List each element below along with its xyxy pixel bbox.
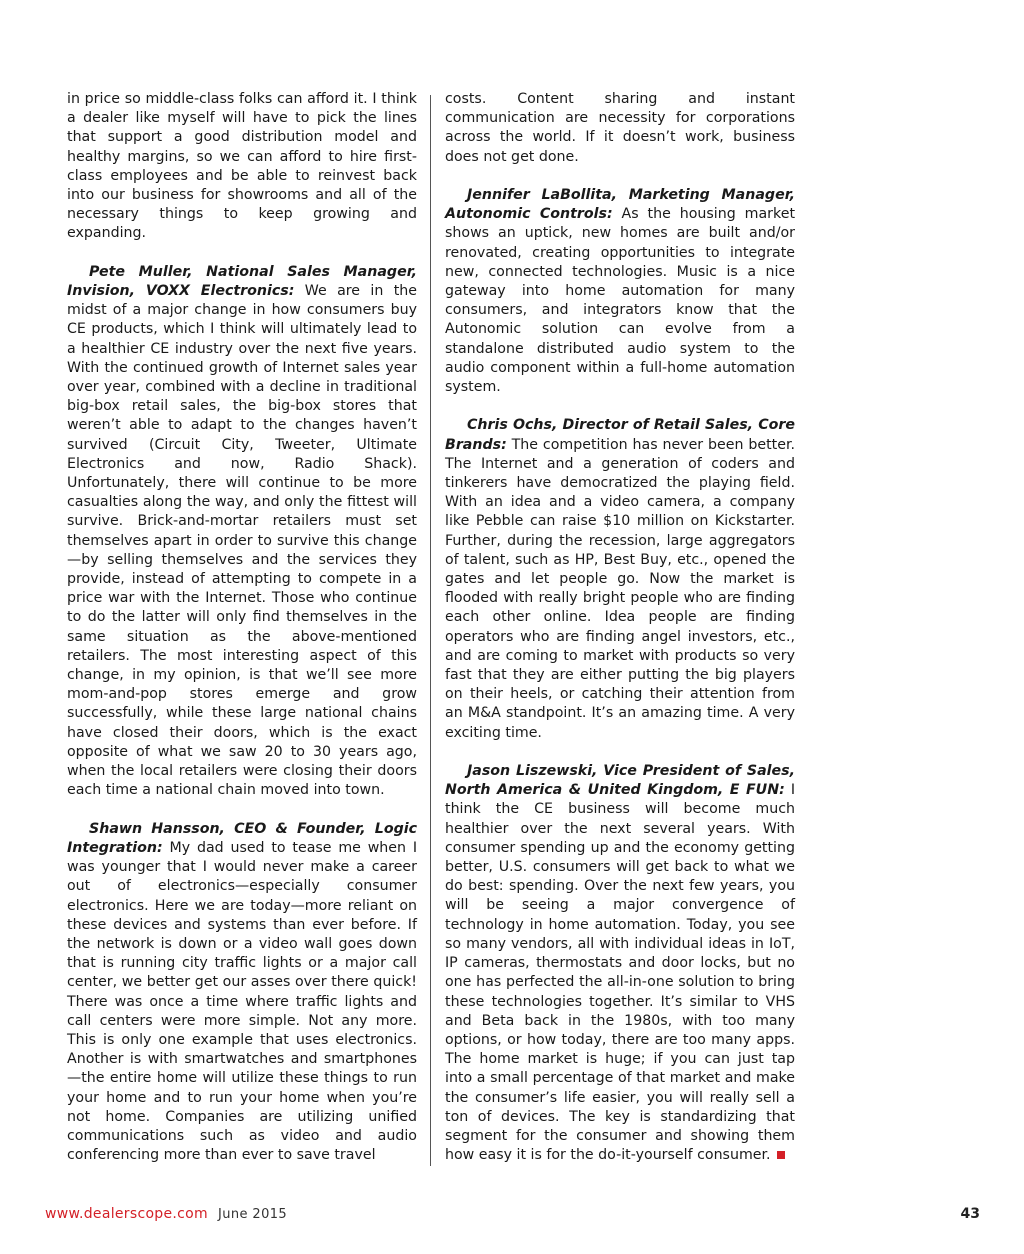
quote-paragraph xyxy=(445,416,795,742)
end-of-article-square-icon xyxy=(777,1151,785,1159)
continued-paragraph: costs. Content sharing and instant communication are necessity for corporations across the world. If it doesn’t work, business does not get done. xyxy=(445,91,795,165)
quote-text: As the housing market shows an uptick, new homes are built and/or renovated, creating opportunities to integrate new, connected technologies. Music is a nice gateway into home automation for many consumers, and integrators know that the Autonomic solution can evolve from a standalone distributed audio system to the audio component within a full-home automation system. xyxy=(445,206,796,396)
quote-text: My dad used to tease me when I was younger that I would never make a career out of electronics—especially consumer electronics. Here we are today—more reliant on these devices and systems than ever before. If the network is down or a video wall goes down that is running city traffic lights or a major call center, we better get our asses over there quick! There was once a time where traffic lights and call centers were more simple. Not any more. This is only one example that uses electronics. Another is with smartwatches and smartphones—the entire home will utilize these things to run your home and to run your home when you’re not home. Companies are utilizing unified communications such as video and audio conferencing more than ever to save travel xyxy=(67,839,417,1164)
speaker-name: Shawn Hansson, CEO & Founder, Logic Integration: xyxy=(67,820,417,856)
left-column xyxy=(67,90,417,1185)
quote-paragraph xyxy=(445,762,795,1165)
quote-text: We are in the midst of a major change in how consumers buy CE products, which I think will ultimately lead to a healthier CE industry over the next five years. With the continued growth of Internet sales year over year, combined with a decline in traditional big-box retail sales, the big-box stores that weren’t able to adapt to the changes haven’t survived (Circuit City, Tweeter, Ultimate Electronics and now, Radio Shack). Unfortunately, there will continue to be more casualties along the way, and only the fittest will survive. Brick-and-mortar retailers must set themselves apart in order to survive this change—by selling themselves and the services they provide, instead of attempting to compete in a price war with the Internet. Those who continue to do the latter will only find themselves in the same situation as the above-mentioned retailers. The most interesting aspect of this change, in my opinion, is that we’ll see more mom-and-pop stores emerge and grow successfully, while these large national chains have closed their doors, which is the exact opposite of what we saw 20 to 30 years ago, when the local retailers were closing their doors each time a national chain moved into town. xyxy=(67,283,418,799)
page-footer xyxy=(45,1206,980,1226)
speaker-name: Jason Liszewski, Vice President of Sales, North America & United Kingdom, E FUN: xyxy=(445,763,795,799)
page-number: 43 xyxy=(960,1206,980,1222)
quote-text: The competition has never been better. The Internet and a generation of coders and tinkerers have democratized the playing field. With an idea and a video camera, a company like Pebble can raise $10 million on Kickstarter. Further, during the recession, large aggregators of talent, such as HP, Best Buy, etc., opened the gates and let people go. Now the market is flooded with really bright people who are finding each other online. Idea people are finding operators who are finding angel investors, etc., and are coming to market with products so very fast that they are either putting the big players on their heels, or catching their attention from an M&A standpoint. It’s an amazing time. A very exciting time. xyxy=(445,436,795,741)
quote-paragraph xyxy=(67,820,417,1166)
speaker-name: Chris Ochs, Director of Retail Sales, Core Brands: xyxy=(445,417,795,453)
footer-url-link[interactable]: www.dealerscope.com xyxy=(45,1206,208,1222)
column-divider xyxy=(430,95,431,1166)
quote-paragraph xyxy=(445,186,795,397)
right-column xyxy=(445,90,795,1185)
speaker-name: Pete Muller, National Sales Manager, Invision, VOXX Electronics: xyxy=(67,263,417,300)
speaker-name: Jennifer LaBollita, Marketing Manager, Autonomic Controls: xyxy=(445,187,795,223)
issue-date: June 2015 xyxy=(217,1207,288,1222)
quote-text: I think the CE business will become much healthier over the next several years. With consumer spending up and the economy getting better, U.S. consumers will get back to what we do best: spending. Over the next few years, you will be seeing a major convergence of technology in home automation. Today, you see so many vendors, all with individual ideas in IoT, IP cameras, thermostats and door locks, but no one has perfected the all-in-one solution to bring these technologies together. It’s similar to VHS and Beta back in the 1980s, with too many options, or how today, there are too many apps. The home market is huge; if you can just tap into a small percentage of that market and make the consumer’s life easier, you will really sell a ton of devices. The key is standardizing that segment for the consumer and showing them how easy it is for the do-it-yourself consumer. xyxy=(445,782,795,1164)
continued-paragraph: in price so middle-class folks can afford it. I think a dealer like myself will have to pick the lines that support a good distribution model and healthy margins, so we can afford to hire first-class employees and be able to reinvest back into our business for showrooms and all of the necessary things to keep growing and expanding. xyxy=(67,91,417,242)
quote-paragraph xyxy=(67,263,417,801)
